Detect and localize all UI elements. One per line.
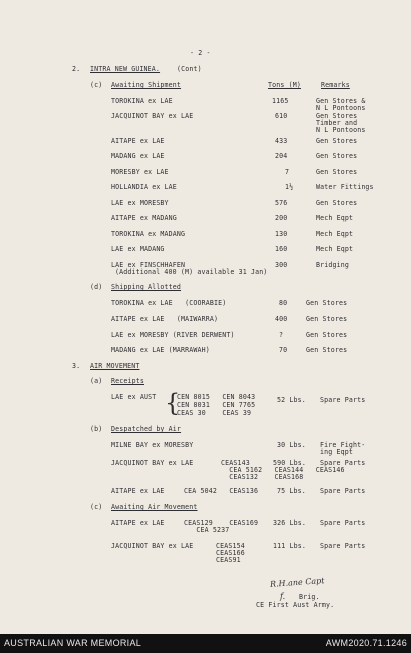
route-text: LAE ex MADANG [111, 245, 165, 253]
remarks-text: Mech Eqpt [316, 230, 354, 238]
remarks-text: Spare Parts [320, 459, 366, 467]
section-3-number: 3. [72, 362, 81, 370]
tons-value: 400 [275, 315, 288, 323]
availability-note: (Additional 400 (M) available 31 Jan) [115, 268, 268, 276]
route-text: MILNE BAY ex MORESBY [111, 441, 194, 449]
route-text: JACQUINOT BAY ex LAE [111, 112, 194, 120]
brace-symbol: { [165, 389, 181, 417]
tons-value: 204 [275, 152, 288, 160]
remarks-text: Gen Stores [316, 199, 358, 207]
section-2-number: 2. [72, 65, 81, 73]
route-text: MADANG ex LAE [111, 152, 165, 160]
remarks-text: Water Fittings [316, 183, 374, 191]
remarks-text: Gen Stores [316, 137, 358, 145]
subsection-c-title: Awaiting Shipment [111, 81, 182, 89]
quantity-value: 111 Lbs. [273, 542, 306, 550]
page-number: - 2 - [190, 49, 211, 57]
remarks-text: Mech Eqpt [316, 245, 354, 253]
remarks-text: Spare Parts [320, 519, 366, 527]
subsection-c-air-title: Awaiting Air Movement [111, 503, 198, 511]
subsection-b-title: Despatched by Air [111, 425, 182, 433]
remarks-text: Mech Eqpt [316, 214, 354, 222]
signature-for-mark: f. [280, 592, 286, 601]
route-text: AITAPE ex LAE (MAIWARRA) [111, 315, 219, 323]
code-line: CEAS129 CEAS169 CEA 5237 [184, 519, 259, 535]
handwritten-signature: R.H.ane Capt [269, 576, 325, 589]
route-text: MADANG ex LAE (MARRAWAH) [111, 346, 210, 354]
section-2-title: INTRA NEW GUINEA. [90, 65, 161, 73]
route-text: HOLLANDIA ex LAE [111, 183, 177, 191]
subsection-b-label: (b) [90, 425, 103, 433]
remarks-text: Bridging [316, 261, 349, 269]
route-text: LAE ex MORESBY [111, 199, 169, 207]
route-text: LAE ex MORESBY (RIVER DERWENT) [111, 331, 235, 339]
route-text: AITAPE ex LAE [111, 487, 165, 495]
quantity-value: 590 Lbs. [273, 459, 306, 467]
route-text: AITAPE ex MADANG [111, 214, 177, 222]
footer-accession-id: AWM2020.71.1246 [325, 638, 407, 648]
remarks-text: Fire Fight- ing Eqpt [320, 441, 366, 457]
subsection-a-title: Receipts [111, 377, 144, 385]
signature-rank: Brig. [299, 593, 320, 601]
subsection-c-label: (c) [90, 81, 103, 89]
remarks-text: Gen Stores [306, 331, 348, 339]
tons-value: 80 [279, 299, 288, 307]
code-line: CEN 8031 CEN 7765 [177, 401, 256, 409]
route-text: AITAPE ex LAE [111, 519, 165, 527]
tons-value: 70 [279, 346, 288, 354]
route-text: LAE ex AUST [111, 393, 157, 401]
subsection-c-air-label: (c) [90, 503, 103, 511]
subsection-a-label: (a) [90, 377, 103, 385]
remarks-text: Spare Parts [320, 542, 366, 550]
signature-title: CE First Aust Army. [256, 601, 335, 609]
tons-value: 130 [275, 230, 288, 238]
column-tons-header: Tons (M) [268, 81, 301, 89]
tons-value: 200 [275, 214, 288, 222]
route-text: TOROKINA ex LAE [111, 97, 173, 105]
code-line: CEAS143 CEA 5162 CEAS144 CEAS146 CEAS132 CEAS168 [221, 459, 345, 482]
quantity-value: 52 Lbs. [277, 396, 306, 404]
route-text: TOROKINA ex MADANG [111, 230, 186, 238]
code-line: CEAS 30 CEAS 39 [177, 409, 252, 417]
route-text: JACQUINOT BAY ex LAE [111, 542, 194, 550]
remarks-text: Gen Stores [306, 346, 348, 354]
code-line: CEN 8015 CEN 8043 [177, 393, 256, 401]
column-remarks-header: Remarks [321, 81, 350, 89]
tons-value: ? [279, 331, 284, 339]
section-2-cont: (Cont) [177, 65, 202, 73]
quantity-value: 326 Lbs. [273, 519, 306, 527]
tons-value: 433 [275, 137, 288, 145]
remarks-text: Gen Stores [306, 315, 348, 323]
remarks-text: Spare Parts [320, 487, 366, 495]
footer-bar [0, 634, 411, 653]
code-line: CEA 5042 CEAS136 [184, 487, 259, 495]
quantity-value: 30 Lbs. [277, 441, 306, 449]
route-text: TOROKINA ex LAE (COORABIE) [111, 299, 227, 307]
tons-value: 610 [275, 112, 288, 120]
remarks-text: Gen Stores [306, 299, 348, 307]
remarks-text: Gen Stores [316, 152, 358, 160]
footer-institution: AUSTRALIAN WAR MEMORIAL [4, 638, 142, 648]
tons-value: 576 [275, 199, 288, 207]
route-text: MORESBY ex LAE [111, 168, 169, 176]
route-text: AITAPE ex LAE [111, 137, 165, 145]
tons-value: 7 [285, 168, 290, 176]
code-line: CEAS154 CEAS166 CEAS91 [216, 542, 245, 565]
section-3-title: AIR MOVEMENT [90, 362, 140, 370]
quantity-value: 75 Lbs. [277, 487, 306, 495]
route-text: JACQUINOT BAY ex LAE [111, 459, 194, 467]
tons-value: 1½ [285, 183, 294, 191]
remarks-text: Gen Stores Timber and N L Pontoons [316, 112, 366, 135]
remarks-text: Spare Parts [320, 396, 366, 404]
subsection-d-label: (d) [90, 283, 103, 291]
route-text: LAE ex FINSCHHAFEN [111, 261, 186, 269]
tons-value: 300 [275, 261, 288, 269]
remarks-text: Gen Stores & N L Pontoons [316, 97, 366, 113]
subsection-d-title: Shipping Allotted [111, 283, 182, 291]
tons-value: 1165 [272, 97, 289, 105]
tons-value: 160 [275, 245, 288, 253]
remarks-text: Gen Stores [316, 168, 358, 176]
